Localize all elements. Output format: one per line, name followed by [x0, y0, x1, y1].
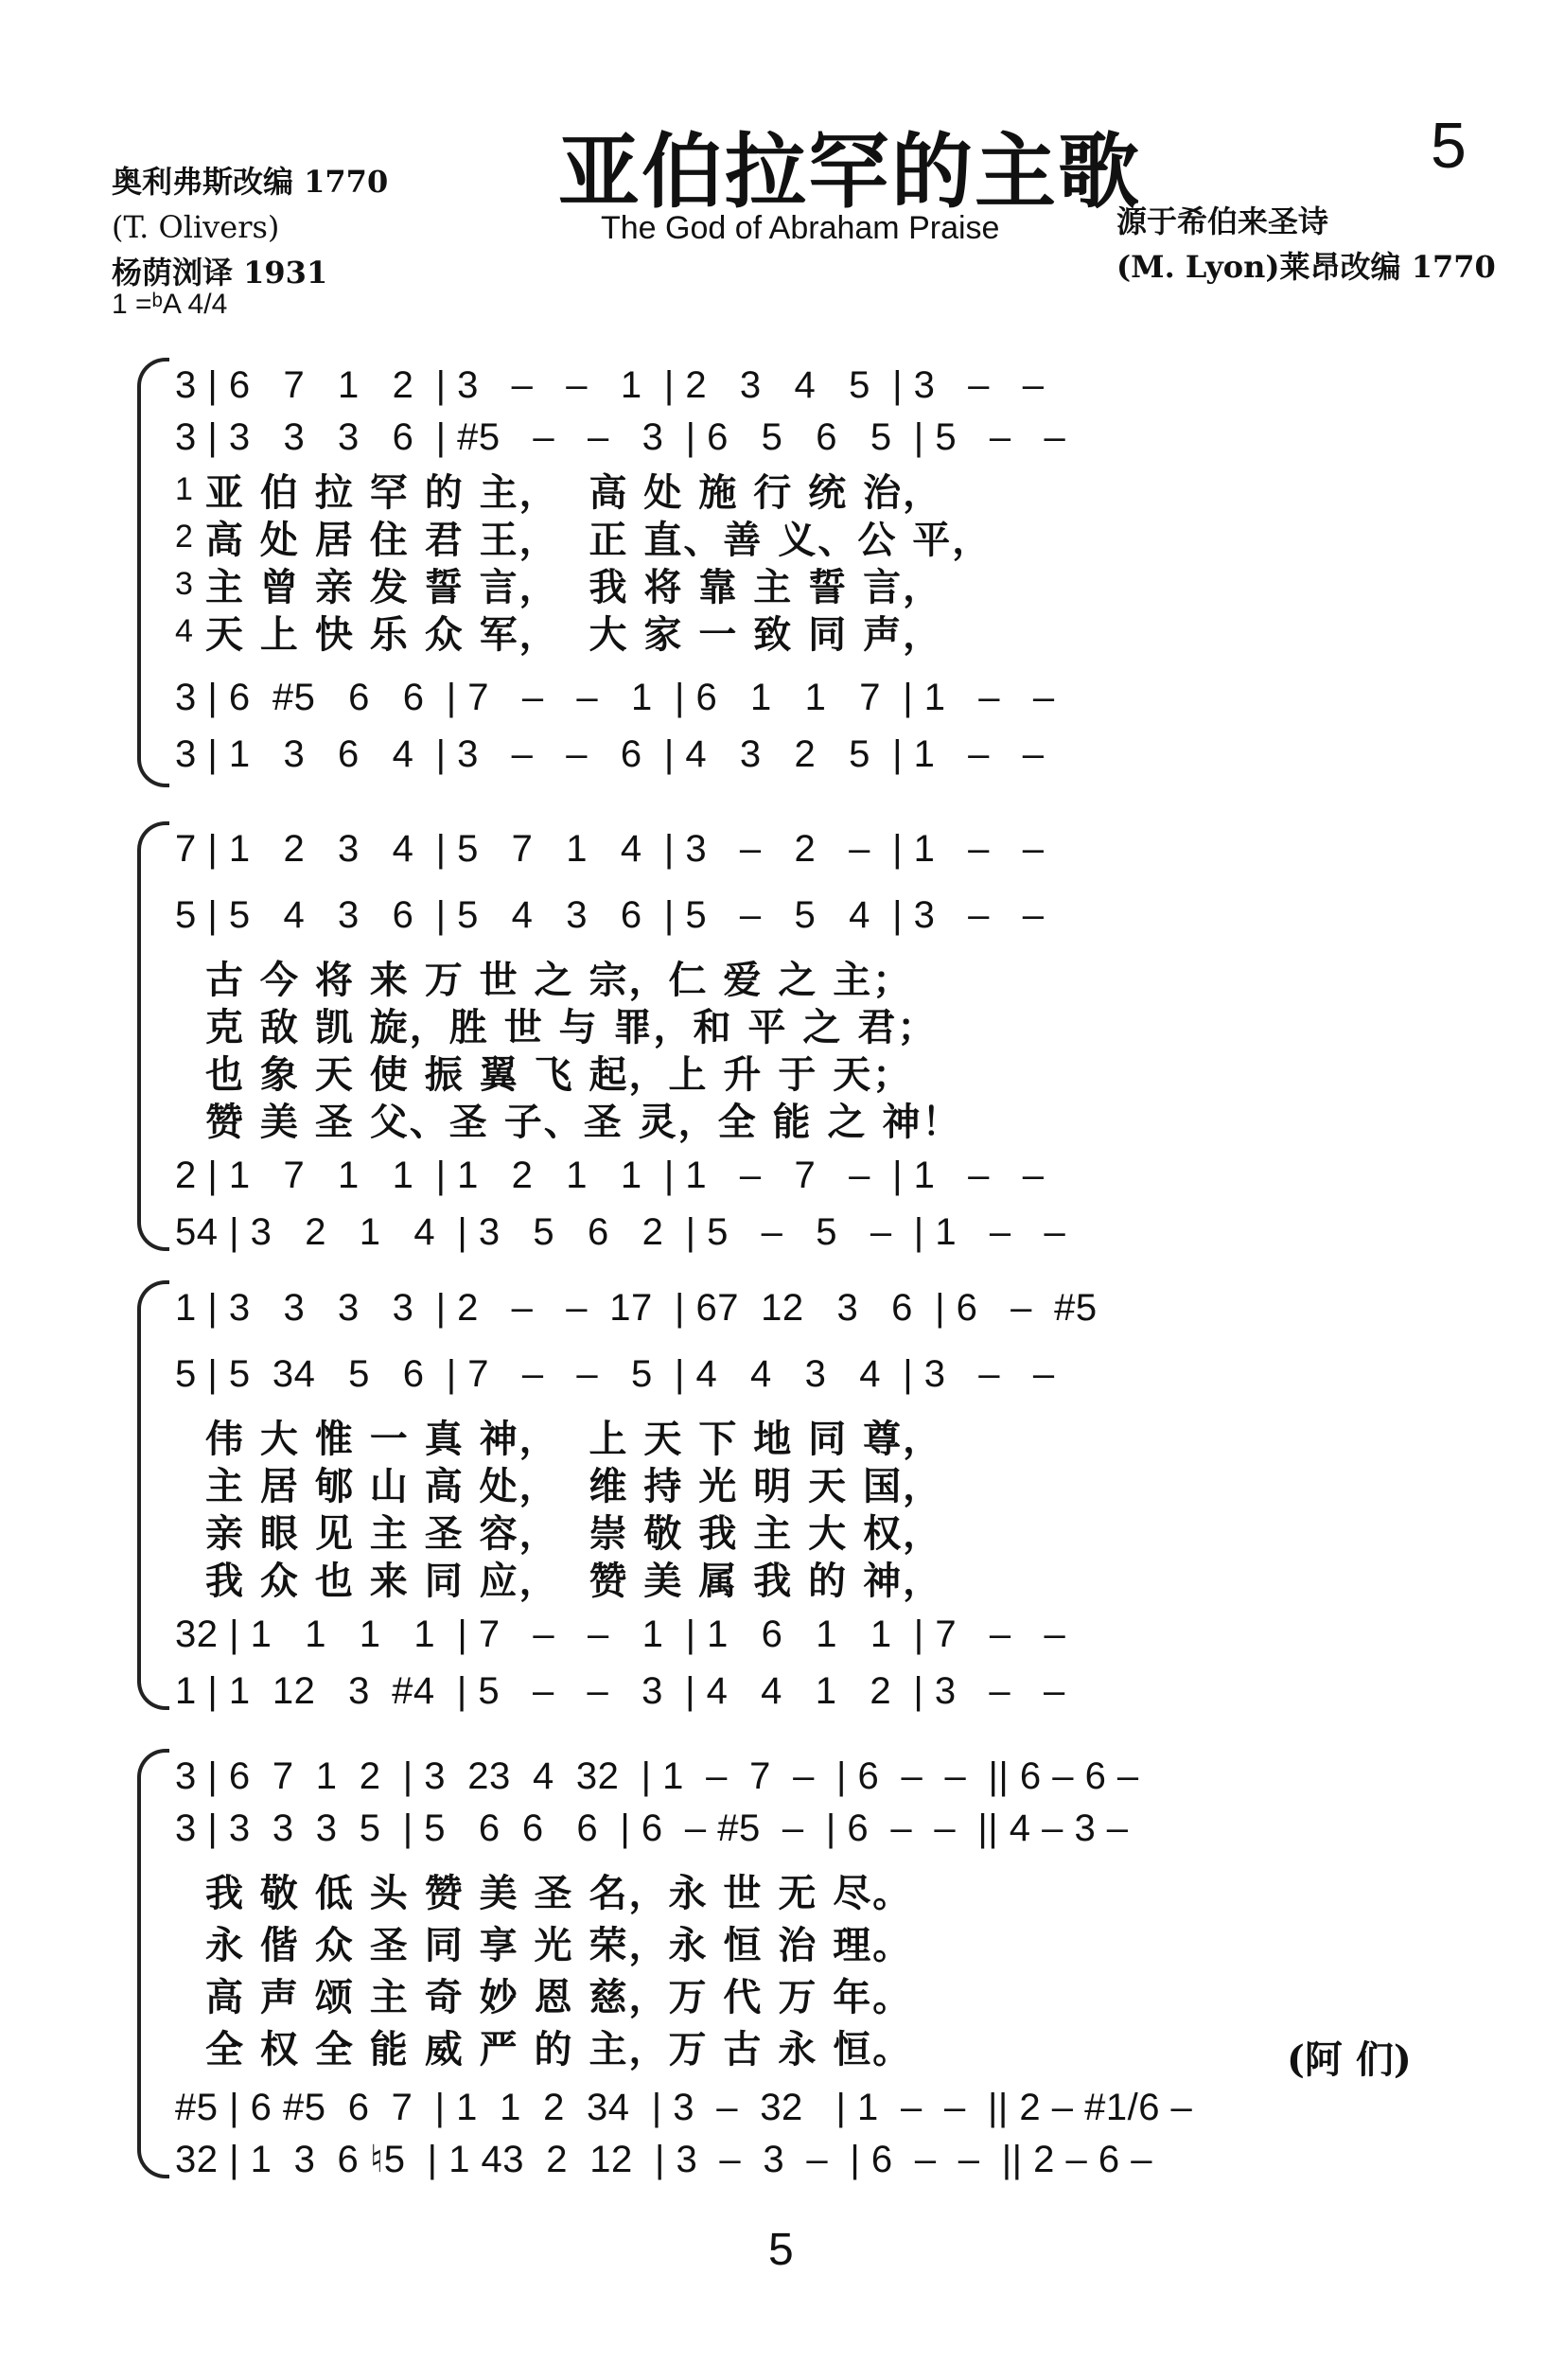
tenor-line: #5 | 6 #5 6 7 | 1 1 2 34 | 3 – 32 | 1 – – || 2 – #1/6 – — [175, 2086, 1193, 2128]
key-signature: 1 =ᵇA 4/4 — [112, 289, 228, 320]
alto-line: 5 | 5 34 5 6 | 7 – – 5 | 4 4 3 4 | 3 – – — [175, 1352, 1055, 1395]
right-credit-2: (M. Lyon)莱昂改编 1770 — [1116, 249, 1496, 285]
lyric-verse-1: 古 今 将 来 万 世 之 宗，仁 爱 之 主； — [205, 957, 913, 1002]
tenor-line: 2 | 1 7 1 1 | 1 2 1 1 | 1 – 7 – | 1 – – — [175, 1154, 1045, 1196]
amen-label: (阿 们) — [1287, 2037, 1412, 2082]
left-credit-2: (T. Olivers) — [112, 209, 280, 245]
system-brace — [137, 358, 169, 787]
left-credit-1: 奥利弗斯改编 1770 — [112, 164, 389, 200]
system-brace — [137, 821, 169, 1251]
score-system-2 — [137, 814, 1481, 1259]
lyric-verse-1: 1 亚 伯 拉 罕 的 主， 高 处 施 行 统 治， — [175, 469, 943, 515]
soprano-line: 3 | 6 7 1 2 | 3 – – 1 | 2 3 4 5 | 3 – – — [175, 363, 1045, 406]
tenor-line: 3 | 6 #5 6 6 | 7 – – 1 | 6 1 1 7 | 1 – – — [175, 676, 1055, 718]
score-system-3 — [137, 1273, 1481, 1718]
soprano-line: 1 | 3 3 3 3 | 2 – – 17 | 67 12 3 6 | 6 – #5 — [175, 1286, 1098, 1329]
bass-line: 54 | 3 2 1 4 | 3 5 6 2 | 5 – 5 – | 1 – – — [175, 1210, 1066, 1253]
alto-line: 3 | 3 3 3 6 | #5 – – 3 | 6 5 6 5 | 5 – – — [175, 415, 1066, 458]
right-credit-1: 源于希伯来圣诗 — [1116, 203, 1329, 239]
hymn-subtitle: The God of Abraham Praise — [601, 210, 1000, 246]
lyric-verse-1: 伟 大 惟 一 真 神， 上 天 下 地 同 尊， — [205, 1416, 943, 1461]
tenor-line: 32 | 1 1 1 1 | 7 – – 1 | 1 6 1 1 | 7 – – — [175, 1613, 1066, 1655]
hymn-number: 5 — [1431, 110, 1467, 182]
lyric-verse-3: 3 主 曾 亲 发 誓 言， 我 将 靠 主 誓 言， — [175, 564, 943, 609]
lyric-verse-2: 克 敌 凯 旋，胜 世 与 罪，和 平 之 君； — [205, 1004, 938, 1049]
lyric-verse-3: 高 声 颂 主 奇 妙 恩 慈，万 代 万 年。 — [205, 1974, 913, 2019]
lyric-verse-4: 赞 美 圣 父、圣 子、圣 灵，全 能 之 神！ — [205, 1099, 962, 1144]
left-credit-3: 杨荫浏译 1931 — [112, 255, 328, 291]
system-brace — [137, 1280, 169, 1710]
bass-line: 3 | 1 3 6 4 | 3 – – 6 | 4 3 2 5 | 1 – – — [175, 732, 1045, 775]
soprano-line: 3 | 6 7 1 2 | 3 23 4 32 | 1 – 7 – | 6 – – || 6 – 6 – — [175, 1754, 1139, 1797]
soprano-line: 7 | 1 2 3 4 | 5 7 1 4 | 3 – 2 – | 1 – – — [175, 827, 1045, 870]
lyric-verse-1: 我 敬 低 头 赞 美 圣 名，永 世 无 尽。 — [205, 1870, 913, 1915]
alto-line: 5 | 5 4 3 6 | 5 4 3 6 | 5 – 5 4 | 3 – – — [175, 893, 1045, 936]
lyric-verse-2: 2 高 处 居 住 君 王， 正 直、善 义、公 平， — [175, 517, 993, 562]
score-system-1 — [137, 350, 1481, 795]
bass-line: 32 | 1 3 6 ♮5 | 1 43 2 12 | 3 – 3 – | 6 – – || 2 – 6 – — [175, 2139, 1152, 2180]
lyric-verse-3: 也 象 天 使 振 翼 飞 起，上 升 于 天； — [205, 1051, 913, 1097]
lyric-verse-4: 4 天 上 快 乐 众 军， 大 家 一 致 同 声， — [175, 611, 943, 657]
alto-line: 3 | 3 3 3 5 | 5 6 6 6 | 6 – #5 – | 6 – – || 4 – 3 – — [175, 1807, 1129, 1849]
bass-line: 1 | 1 12 3 #4 | 5 – – 3 | 4 4 1 2 | 3 – – — [175, 1669, 1065, 1712]
lyric-verse-3: 亲 眼 见 主 圣 容， 崇 敬 我 主 大 权， — [205, 1510, 943, 1556]
lyric-verse-4: 我 众 也 来 同 应， 赞 美 属 我 的 神， — [205, 1558, 943, 1603]
lyric-verse-4: 全 权 全 能 威 严 的 主，万 古 永 恒。 — [205, 2026, 913, 2071]
score-system-4 — [137, 1741, 1481, 2186]
page-number: 5 — [768, 2225, 794, 2275]
lyric-verse-2: 主 居 郇 山 高 处， 维 持 光 明 天 国， — [205, 1463, 943, 1508]
hymn-title: 亚伯拉罕的主歌 — [558, 124, 1141, 220]
lyric-verse-2: 永 偕 众 圣 同 享 光 荣，永 恒 治 理。 — [205, 1922, 913, 1967]
system-brace — [137, 1749, 169, 2178]
